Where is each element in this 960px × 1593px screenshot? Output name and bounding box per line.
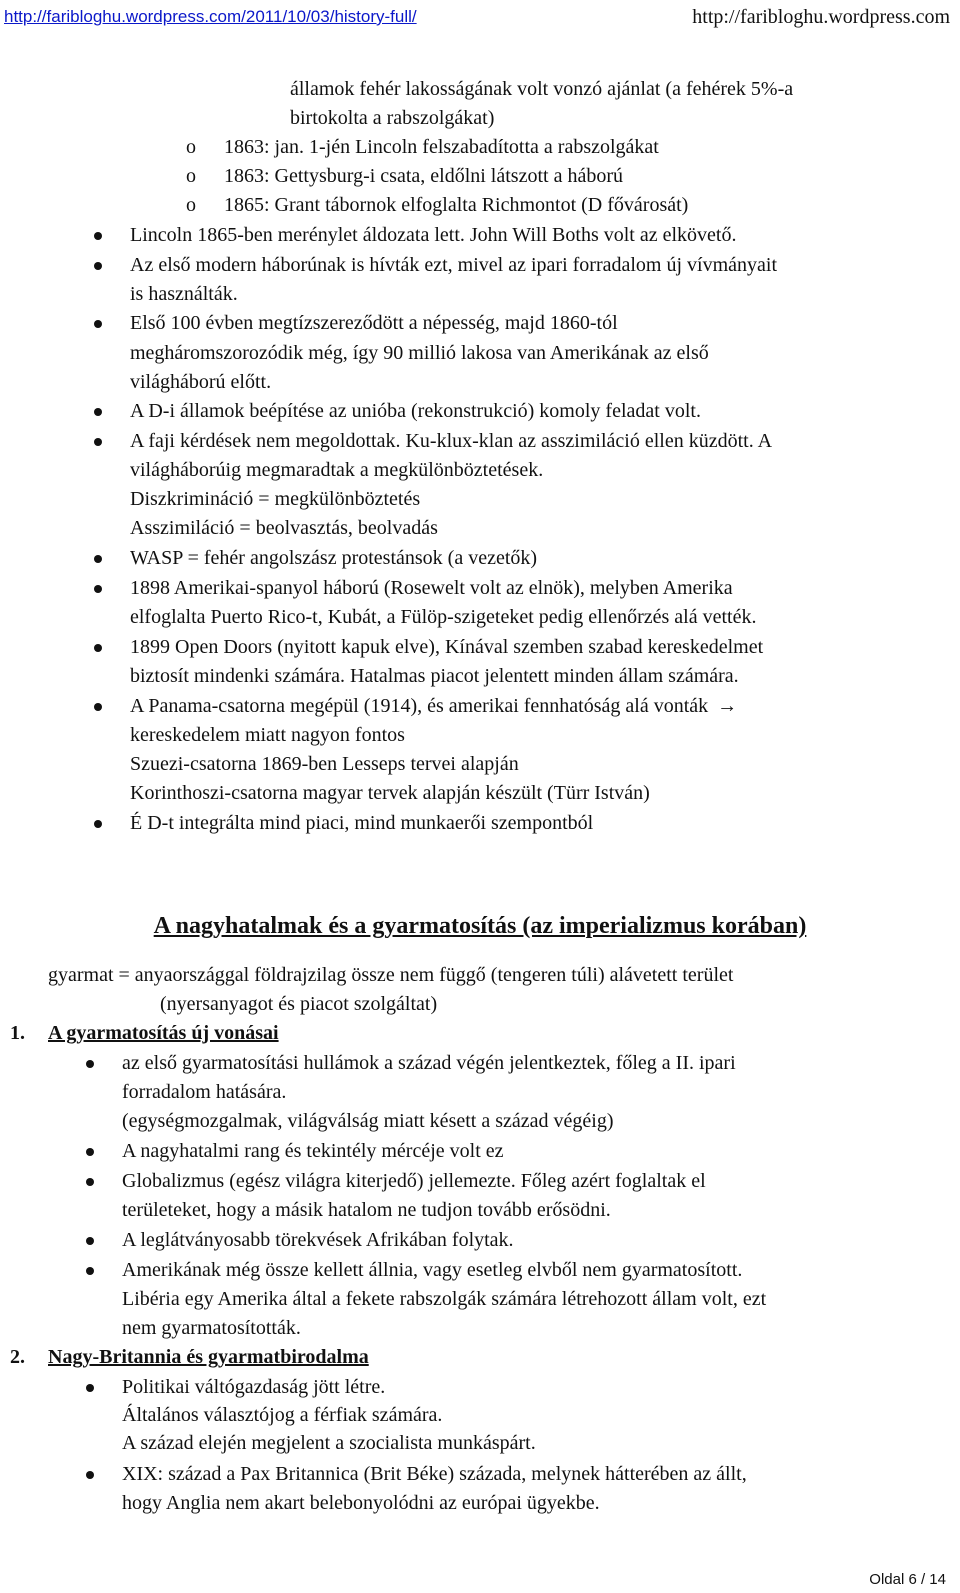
- bullet-dot: [94, 262, 102, 270]
- bullet-line-cont: Asszimiláció = beolvasztás, beolvadás: [130, 517, 438, 539]
- part1-number: 1.: [10, 1022, 25, 1044]
- part1-line: A leglátványosabb törekvések Afrikában folytak.: [122, 1229, 514, 1251]
- bullet-line-cont: Korinthoszi-csatorna magyar tervek alapján készült (Türr István): [130, 782, 650, 804]
- part1-heading: A gyarmatosítás új vonásai: [48, 1022, 279, 1044]
- sub-item-1: 1863: jan. 1-jén Lincoln felszabadította a rabszolgákat: [224, 136, 659, 158]
- part2-number: 2.: [10, 1346, 25, 1368]
- bullet-line: WASP = fehér angolszász protestánsok (a vezetők): [130, 547, 538, 569]
- continuation-line-1: államok fehér lakosságának volt vonzó ajánlat (a fehérek 5%-a: [290, 78, 794, 100]
- part2-heading: Nagy-Britannia és gyarmatbirodalma: [48, 1346, 369, 1368]
- bullet-line-cont: biztosít mindenki számára. Hatalmas piacot jelentett minden állam számára.: [130, 665, 739, 687]
- part1-line: Amerikának még össze kellett állnia, vagy esetleg elvből nem gyarmatosított.: [122, 1259, 743, 1281]
- bullet-line: Első 100 évben megtízszereződött a népesség, majd 1860-tól: [130, 312, 618, 334]
- bullet-dot: [94, 703, 102, 711]
- part1-line-cont: területeket, hogy a másik hatalom ne tudjon tovább erősödni.: [122, 1199, 611, 1221]
- bullet-dot: [94, 820, 102, 828]
- definition-line-2: (nyersanyagot és piacot szolgáltat): [160, 993, 438, 1015]
- bullet-dot: [86, 1267, 94, 1275]
- bullet-dot: [94, 232, 102, 240]
- part2-line: Politikai váltógazdaság jött létre.: [122, 1376, 386, 1398]
- bullet-line: Lincoln 1865-ben merénylet áldozata lett. John Will Boths volt az elkövető.: [130, 224, 737, 246]
- bullet-dot: [94, 408, 102, 416]
- bullet-dot: [94, 438, 102, 446]
- sub-bullet-marker: o: [186, 165, 196, 187]
- part1-line-cont: forradalom hatására.: [122, 1081, 287, 1103]
- sub-item-2: 1863: Gettysburg-i csata, eldőlni látszott a háború: [224, 165, 623, 187]
- part1-line: Globalizmus (egész világra kiterjedő) jellemezte. Főleg azért foglaltak el: [122, 1170, 706, 1192]
- bullet-dot: [86, 1148, 94, 1156]
- bullet-line-cont: világháborúig megmaradtak a megkülönböztetések.: [130, 459, 544, 481]
- bullet-line-cont: megháromszorozódik még, így 90 millió lakosa van Amerikának az első: [130, 342, 709, 364]
- bullet-line: Az első modern háborúnak is hívták ezt, mivel az ipari forradalom új vívmányait: [130, 254, 778, 276]
- part2-line-cont: hogy Anglia nem akart belebonyolódni az európai ügyekbe.: [122, 1492, 600, 1514]
- source-url-link[interactable]: http://faribloghu.wordpress.com/2011/10/03/history-full/: [4, 7, 417, 26]
- bullet-dot: [94, 585, 102, 593]
- bullet-dot: [86, 1060, 94, 1068]
- sub-bullet-marker: o: [186, 136, 196, 158]
- part1-line-cont: nem gyarmatosították.: [122, 1317, 301, 1339]
- bullet-line: É D-t integrálta mind piaci, mind munkaerői szempontból: [130, 812, 594, 834]
- bullet-dot: [86, 1471, 94, 1479]
- bullet-line: 1898 Amerikai-spanyol háború (Rosewelt volt az elnök), melyben Amerika: [130, 577, 733, 599]
- part1-line: az első gyarmatosítási hullámok a század végén jelentkeztek, főleg a II. ipari: [122, 1052, 736, 1074]
- bullet-dot: [94, 644, 102, 652]
- bullet-line-cont: kereskedelem miatt nagyon fontos: [130, 724, 405, 746]
- sub-bullet-marker: o: [186, 194, 196, 216]
- part2-line: XIX: század a Pax Britannica (Brit Béke) százada, melynek hátterében az állt,: [122, 1463, 747, 1485]
- bullet-line-cont: elfoglalta Puerto Rico-t, Kubát, a Fülöp-szigeteket pedig ellenőrzés alá vették.: [130, 606, 757, 628]
- page-number: Oldal 6 / 14: [869, 1571, 946, 1588]
- part1-line-cont: (egységmozgalmak, világválság miatt késett a század végéig): [122, 1110, 614, 1132]
- bullet-line: A faji kérdések nem megoldottak. Ku-klux-klan az asszimiláció ellen küzdött. A: [130, 430, 773, 452]
- bullet-dot: [86, 1237, 94, 1245]
- part2-line-cont: Általános választójog a férfiak számára.: [122, 1404, 443, 1426]
- part1-line: A nagyhatalmi rang és tekintély mércéje volt ez: [122, 1140, 504, 1162]
- bullet-dot: [86, 1178, 94, 1186]
- bullet-line-cont: is használták.: [130, 283, 238, 305]
- continuation-line-2: birtokolta a rabszolgákat): [290, 107, 495, 129]
- part2-line-cont: A század elején megjelent a szocialista munkáspárt.: [122, 1432, 536, 1454]
- bullet-line-cont: Szuezi-csatorna 1869-ben Lesseps tervei alapján: [130, 753, 519, 775]
- bullet-dot: [86, 1384, 94, 1392]
- sub-item-3: 1865: Grant tábornok elfoglalta Richmontot (D fővárosát): [224, 194, 689, 216]
- bullet-line-cont: világháború előtt.: [130, 371, 272, 393]
- arrow-right-icon: →: [717, 695, 738, 717]
- bullet-dot: [94, 555, 102, 563]
- bullet-line-cont: Diszkrimináció = megkülönböztetés: [130, 488, 421, 510]
- bullet-line: 1899 Open Doors (nyitott kapuk elve), Kínával szemben szabad kereskedelmet: [130, 636, 764, 658]
- bullet-line: [130, 691, 737, 721]
- site-url: http://faribloghu.wordpress.com: [692, 6, 950, 28]
- panama-text: A Panama-csatorna megépül (1914), és amerikai fennhatóság alá vonták: [130, 695, 709, 717]
- bullet-dot: [94, 320, 102, 328]
- bullet-line: A D-i államok beépítése az unióba (rekonstrukció) komoly feladat volt.: [130, 400, 701, 422]
- definition-line-1: gyarmat = anyaországgal földrajzilag össze nem függő (tengeren túli) alávetett terület: [48, 964, 734, 986]
- part1-line-cont: Libéria egy Amerika által a fekete rabszolgák számára létrehozott állam volt, ezt: [122, 1288, 767, 1310]
- section-title: A nagyhatalmak és a gyarmatosítás (az imperializmus korában): [153, 913, 807, 939]
